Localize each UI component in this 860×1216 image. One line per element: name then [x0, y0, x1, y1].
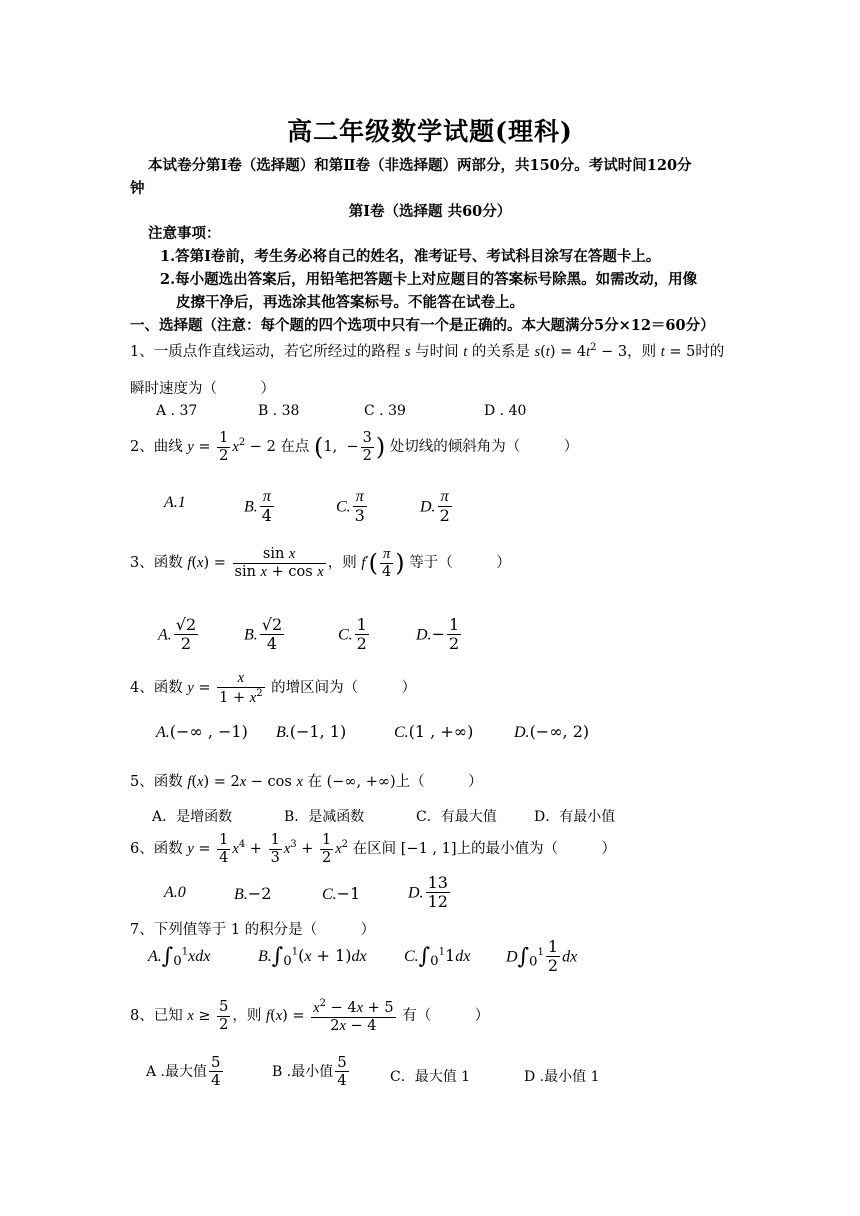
- formula: f(x) = $\frac{\text{sin x}}{\text{sin x + cos x}}$: [187, 546, 324, 580]
- q8-option-b: B .最小值 $\frac{5}{4}$: [272, 1053, 347, 1090]
- question-text: 上（ ）: [395, 774, 483, 790]
- q1-option-c: C . 39: [364, 403, 406, 419]
- question-text: 函数: [153, 555, 183, 572]
- question-2: [130, 430, 578, 464]
- q6-option-b: B.−2: [234, 884, 272, 903]
- question-text: 已知: [153, 1008, 183, 1025]
- q5-option-b: B．是减函数: [284, 809, 365, 825]
- q5-option-c: C．有最大值: [416, 809, 497, 825]
- formula: y = $\frac{1}{2}$ $x^2 - 2$: [187, 430, 276, 464]
- option-text: B .最小值: [272, 1063, 334, 1080]
- note-2: 2.每小题选出答案后，用铅笔把答题卡上对应题目的答案标号除黑。如需改动，用像: [160, 271, 698, 288]
- q2-option-a: A.1: [164, 494, 186, 511]
- formula: f(x) = 2x − cos x: [187, 774, 303, 790]
- question-text: 函数: [153, 774, 183, 790]
- formula: y = $\frac{x}{1 + x^2}$: [187, 670, 263, 706]
- note-2-cont: 皮擦干净后，再选涂其他答案标号。不能答在试卷上。: [176, 294, 524, 311]
- formula: f(x) = $\frac{x^2 - 4x + 5}{2x - 4}$: [266, 998, 394, 1034]
- question-number: 2、: [130, 439, 154, 456]
- formula: x ≥ $\frac{5}{2}$: [187, 998, 229, 1033]
- option-text: A .最大值: [146, 1063, 208, 1080]
- note-1: 1.答第Ⅰ卷前，考生务必将自己的姓名，准考证号、考试科目涂写在答题卡上。: [160, 248, 661, 265]
- q1-option-b: B . 38: [258, 403, 300, 419]
- q2-option-c: C. $\frac{\pi}{3}$: [336, 488, 365, 526]
- formula: y = $\frac{1}{4}$ $x^4$ + $\frac{1}{3}$ $x^3$ + $\frac{1}{2}$ $x^2$: [187, 832, 349, 866]
- q7-option-a: $A.\int_0^1xdx$: [148, 944, 211, 970]
- question-3: [130, 546, 511, 580]
- formula: t = 5: [660, 344, 696, 360]
- question-number: 3、: [130, 555, 154, 572]
- question-text: 一质点作直线运动，若它所经过的路程: [153, 344, 401, 360]
- question-text: 上的最小值为（ ）: [456, 841, 617, 858]
- notes-heading: 注意事项：: [148, 225, 221, 242]
- q8-option-d: D .最小值 1: [524, 1069, 600, 1085]
- part1-header: 第Ⅰ卷（选择题 共60分）: [348, 203, 512, 220]
- q6-option-a: A.0: [164, 884, 186, 901]
- question-text: ，则: [232, 1008, 262, 1025]
- q2-option-d: D. $\frac{\pi}{2}$: [420, 488, 450, 526]
- question-text: 的增区间为（ ）: [271, 680, 417, 697]
- question-8: [130, 998, 489, 1034]
- formula: (1, − $\frac{3}{2}$ ): [314, 430, 386, 464]
- intro-line-2: 钟: [130, 180, 145, 197]
- q5-option-a: A．是增函数: [152, 809, 233, 825]
- q6-option-c: C.−1: [322, 884, 361, 903]
- q4-option-a: A.(−∞ , −1): [156, 722, 248, 741]
- question-number: 8、: [130, 1008, 154, 1025]
- q7-option-b: $B.\int_0^1(x + 1)dx$: [258, 944, 367, 970]
- question-text: 与时间: [415, 344, 459, 360]
- q8-option-c: C．最大值 1: [390, 1069, 471, 1085]
- question-number: 7、: [130, 922, 154, 938]
- question-number: 6、: [130, 841, 154, 858]
- question-text: 函数: [153, 680, 183, 697]
- q7-option-d: $D\int_0^1$ $\frac{1}{2}$ dx: [506, 937, 578, 976]
- question-6: [130, 832, 616, 866]
- question-text: 曲线: [153, 439, 183, 456]
- question-text: 等于（ ）: [409, 555, 511, 572]
- q4-option-d: D.(−∞, 2): [514, 722, 590, 741]
- question-number: 5、: [130, 774, 154, 790]
- question-number: 4、: [130, 680, 154, 697]
- question-5: [130, 770, 483, 791]
- exam-title: 高二年级数学试题(理科): [287, 117, 573, 146]
- q3-option-b: B. $\frac{√2}{4}$: [244, 615, 283, 654]
- q3-option-c: C. $\frac{1}{2}$: [338, 615, 367, 654]
- q7-option-c: $C.\int_0^11dx$: [404, 944, 471, 970]
- section-1-header: 一、选择题（注意：每个题的四个选项中只有一个是正确的。本大题满分5分×12＝60分）: [130, 317, 715, 334]
- q1-option-a: A . 37: [156, 403, 198, 419]
- q4-option-b: B.(−1, 1): [276, 722, 347, 741]
- question-text: 在点: [280, 439, 310, 456]
- q1-option-d: D . 40: [484, 403, 527, 419]
- q3-option-d: D.− $\frac{1}{2}$: [416, 615, 460, 654]
- question-text: 处切线的倾斜角为（ ）: [389, 439, 579, 456]
- question-text: 的关系是: [471, 344, 530, 360]
- question-number: 1、: [130, 344, 154, 360]
- q2-option-b: B. $\frac{\pi}{4}$: [244, 488, 272, 526]
- question-4: [130, 670, 416, 706]
- question-text: 有（ ）: [402, 1008, 490, 1025]
- question-1-line-2: 瞬时速度为（ ）: [130, 381, 275, 397]
- q4-option-c: C.(1 , +∞): [394, 722, 474, 741]
- q3-option-a: A. $\frac{√2}{2}$: [158, 615, 197, 654]
- question-1: 1、一质点作直线运动，若它所经过的路程 s 与时间 t 的关系是 $s(t) = 4t^2 - 3$，则 t = 5时的: [130, 342, 725, 360]
- question-text: ，则: [627, 344, 657, 360]
- formula: (−∞, +∞): [326, 774, 396, 790]
- question-text: 下列值等于 1 的积分是（ ）: [153, 922, 376, 938]
- formula: $s(t) = 4t^2 - 3$: [534, 342, 628, 360]
- question-7: [130, 918, 375, 939]
- formula: [−1 , 1]: [400, 841, 457, 858]
- question-text: ，则: [327, 555, 357, 572]
- formula: f′( $\frac{\pi}{4}$ ): [361, 546, 405, 580]
- question-text: 时的: [695, 344, 725, 360]
- intro-line-1: 本试卷分第Ⅰ卷（选择题）和第Ⅱ卷（非选择题）两部分，共150分。考试时间120分: [148, 157, 692, 174]
- question-text: 函数: [153, 841, 183, 858]
- q8-option-a: A .最大值 $\frac{5}{4}$: [146, 1053, 221, 1090]
- question-text: 在: [307, 774, 322, 790]
- question-text: 在区间: [352, 841, 397, 858]
- q6-option-d: D. $\frac{13}{12}$: [408, 873, 448, 912]
- q5-option-d: D．有最小值: [534, 809, 616, 825]
